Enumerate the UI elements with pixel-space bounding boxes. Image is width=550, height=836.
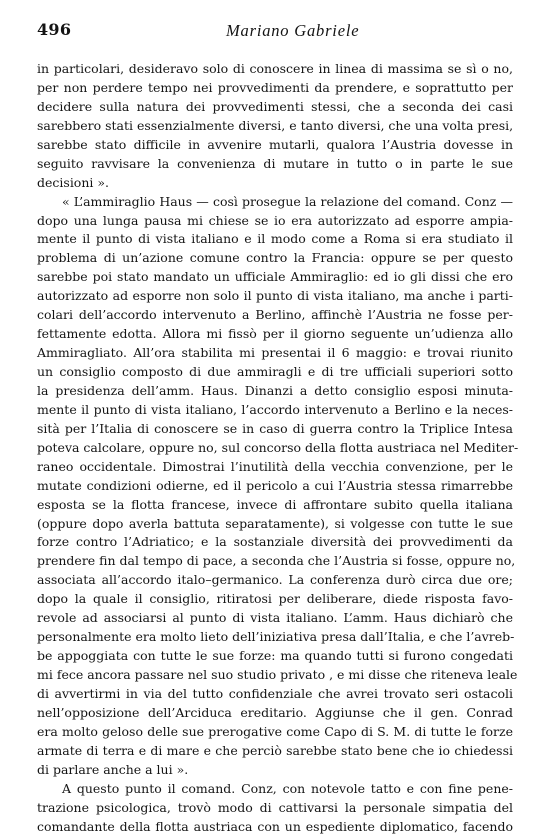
text-line: prendere fin dal tempo di pace, a seconda che l’Austria si fosse, oppure no, (37, 552, 513, 571)
text-line: dopo una lunga pausa mi chiese se io era autorizzato ad esporre ampia- (37, 212, 513, 231)
page-header (37, 20, 515, 44)
text-line: di avvertirmi in via del tutto confidenziale che avrei trovato seri ostacoli (37, 685, 513, 704)
text-line: un consiglio composto di due ammiragli e di tre ufficiali superiori sotto (37, 363, 513, 382)
text-line: sità per l’Italia di conoscere se in caso di guerra contro la Triplice Intesa (37, 420, 513, 439)
text-line: fettamente edotta. Allora mi fissò per il giorno seguente un’udienza allo (37, 325, 513, 344)
text-line: Ammiragliato. All’ora stabilita mi presentai il 6 maggio: e trovai riunito (37, 344, 513, 363)
text-line: forze contro l’Adriatico; e la sostanziale diversità dei provvedimenti da (37, 533, 513, 552)
text-line: decidere sulla natura dei provvedimenti stessi, che a seconda dei casi (37, 98, 513, 117)
text-line: be appoggiata con tutte le sue forze: ma quando tutti si furono congedati (37, 647, 513, 666)
text-line: (oppure dopo averla battuta separatamente), si volgesse con tutte le sue (37, 515, 513, 534)
text-line: seguito ravvisare la convenienza di mutare in tutto o in parte le sue (37, 155, 513, 174)
text-line: di parlare anche a lui ». (37, 761, 513, 780)
text-line: sarebbe poi stato mandato un ufficiale Ammiraglio: ed io gli dissi che ero (37, 268, 513, 287)
text-line: poteva calcolare, oppure no, sul concorso della flotta austriaca nel Mediter- (37, 439, 513, 458)
text-line: in particolari, desideravo solo di conoscere in linea di massima se sì o no, (37, 60, 513, 79)
text-line: mutate condizioni odierne, ed il pericolo a cui l’Austria stessa rimarrebbe (37, 477, 513, 496)
text-line: dopo la quale il consiglio, ritiratosi per deliberare, diede risposta favo- (37, 590, 513, 609)
body-text (37, 60, 513, 836)
text-line: associata all’accordo italo–germanico. La conferenza durò circa due ore; (37, 571, 513, 590)
running-head-author: Mariano Gabriele (226, 21, 359, 41)
text-line: problema di un’azione comune contro la Francia: oppure se per questo (37, 249, 513, 268)
text-line: colari dell’accordo intervenuto a Berlino, affinchè l’Austria ne fosse per- (37, 306, 513, 325)
text-line: nell’opposizione dell’Arciduca ereditario. Aggiunse che il gen. Conrad (37, 704, 513, 723)
text-line: comandante della flotta austriaca con un espediente diplomatico, facendo (37, 818, 513, 836)
text-line: sarebbero stati essenzialmente diversi, e tanto diversi, che una volta presi, (37, 117, 513, 136)
text-line: mi fece ancora passare nel suo studio privato , e mi disse che riteneva leale (37, 666, 513, 685)
text-line: era molto geloso delle sue prerogative come Capo di S. M. di tutte le forze (37, 723, 513, 742)
text-line: personalmente era molto lieto dell’iniziativa presa dall’Italia, e che l’avreb- (37, 628, 513, 647)
text-line: sarebbe stato difficile in avvenire mutarli, qualora l’Austria dovesse in (37, 136, 513, 155)
text-line: autorizzato ad esporre non solo il punto di vista italiano, ma anche i parti- (37, 287, 513, 306)
text-line: A questo punto il comand. Conz, con notevole tatto e con fine pene- (37, 780, 513, 799)
text-line: raneo occidentale. Dimostrai l’inutilità della vecchia convenzione, per le (37, 458, 513, 477)
text-line: « L’ammiraglio Haus — così prosegue la relazione del comand. Conz — (37, 193, 513, 212)
text-line: trazione psicologica, trovò modo di cattivarsi la personale simpatia del (37, 799, 513, 818)
text-line: per non perdere tempo nei provvedimenti da prendere, e soprattutto per (37, 79, 513, 98)
text-line: mente il punto di vista italiano e il modo come a Roma si era studiato il (37, 230, 513, 249)
text-line: la presidenza dell’amm. Haus. Dinanzi a detto consiglio esposi minuta- (37, 382, 513, 401)
page-number: 496 (37, 20, 71, 39)
text-line: armate di terra e di mare e che perciò sarebbe stato bene che io chiedessi (37, 742, 513, 761)
text-line: mente il punto di vista italiano, l’accordo intervenuto a Berlino e la neces- (37, 401, 513, 420)
text-line: revole ad associarsi al punto di vista italiano. L’amm. Haus dichiarò che (37, 609, 513, 628)
text-line: decisioni ». (37, 174, 513, 193)
text-line: esposta se la flotta francese, invece di affrontare subito quella italiana (37, 496, 513, 515)
